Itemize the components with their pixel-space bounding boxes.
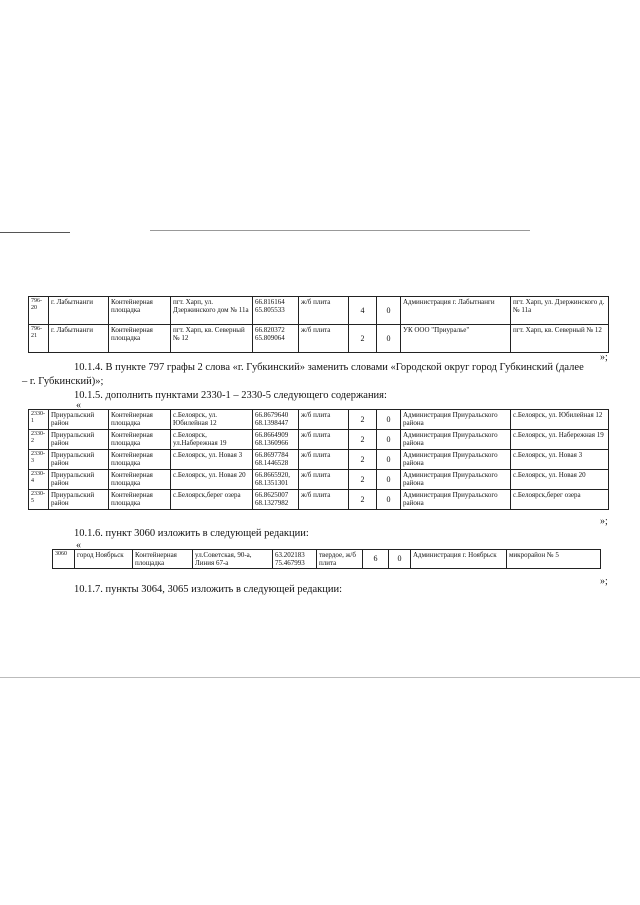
table-cell: город Ноябрьск	[75, 550, 133, 569]
table-cell: Приуральский район	[49, 450, 109, 470]
table-cell: 3060	[53, 550, 75, 569]
table-2	[28, 409, 609, 510]
table-3	[52, 549, 601, 569]
paragraph-10-1-6: 10.1.6. пункт 3060 изложить в следующей редакции:	[74, 528, 309, 539]
quote-close-3: »;	[600, 576, 608, 587]
table-cell: 0	[377, 490, 401, 510]
table-cell: 66.8665920, 68.1351301	[253, 470, 299, 490]
table-cell: Администрация Приуральского района	[401, 490, 511, 510]
scan-line-bottom	[0, 677, 640, 678]
table-cell: 66.8625007 68.1327982	[253, 490, 299, 510]
table-cell: 2330- 1	[29, 410, 49, 430]
table-cell: пгт. Харп, ул. Дзержинского дом № 11а	[171, 297, 253, 325]
table-cell: с.Белоярск, ул. Новая 3	[511, 450, 609, 470]
table-cell: 0	[377, 450, 401, 470]
table-cell: УК ООО "Приуралье"	[401, 325, 511, 353]
table-cell: г. Лабытнанги	[49, 297, 109, 325]
table-cell: Контейнерная площадка	[133, 550, 193, 569]
quote-close-1: »;	[600, 352, 608, 363]
table-cell: пгт. Харп, кв. Северный № 12	[171, 325, 253, 353]
table-row	[29, 410, 609, 430]
table-cell: 66.816164 65.805533	[253, 297, 299, 325]
table-cell: 4	[349, 297, 377, 325]
table-cell: с.Белоярск, ул. Новая 20	[511, 470, 609, 490]
table-cell: 2330- 2	[29, 430, 49, 450]
table-cell: 0	[377, 470, 401, 490]
table-cell: ж/б плита	[299, 410, 349, 430]
table-cell: ж/б плита	[299, 297, 349, 325]
table-cell: Администрация Приуральского района	[401, 430, 511, 450]
table-cell: Контейнерная площадка	[109, 297, 171, 325]
table-cell: Администрация Приуральского района	[401, 450, 511, 470]
paragraph-10-1-4: 10.1.4. В пункте 797 графы 2 слова «г. Губкинский» заменить словами «Городской округ город Губкинский (далее	[74, 362, 584, 373]
table-cell: 0	[389, 550, 411, 569]
table-cell: 796- 20	[29, 297, 49, 325]
table-cell: 2	[349, 325, 377, 353]
table-cell: Контейнерная площадка	[109, 430, 171, 450]
table-cell: 796- 21	[29, 325, 49, 353]
paragraph-10-1-4-cont: – г. Губкинский)»;	[22, 376, 104, 387]
paragraph-10-1-5: 10.1.5. дополнить пунктами 2330-1 – 2330-5 следующего содержания:	[74, 390, 387, 401]
table-cell: 2	[349, 410, 377, 430]
table-cell: с.Белоярск, ул. Юбилейная 12	[171, 410, 253, 430]
table-cell: ж/б плита	[299, 325, 349, 353]
table-cell: 0	[377, 297, 401, 325]
table-cell: 2	[349, 450, 377, 470]
scan-line-mid	[150, 230, 530, 231]
table-cell: Приуральский район	[49, 490, 109, 510]
table-cell: Приуральский район	[49, 410, 109, 430]
table-cell: с.Белоярск,берег озера	[171, 490, 253, 510]
table-cell: Контейнерная площадка	[109, 470, 171, 490]
table-cell: пгт. Харп, ул. Дзержинского д. № 11а	[511, 297, 609, 325]
table-cell: 2	[349, 490, 377, 510]
quote-open-3: «	[76, 540, 81, 551]
table-cell: с.Белоярск, ул. Новая 3	[171, 450, 253, 470]
table-cell: Администрация Приуральского района	[401, 410, 511, 430]
table-cell: с.Белоярск, ул. Набережная 19	[511, 430, 609, 450]
table-row	[29, 490, 609, 510]
table-cell: ж/б плита	[299, 430, 349, 450]
table-row	[29, 297, 609, 325]
table-cell: пгт. Харп, кв. Северный № 12	[511, 325, 609, 353]
table-cell: 0	[377, 325, 401, 353]
table-row	[29, 430, 609, 450]
table-cell: г. Лабытнанги	[49, 325, 109, 353]
table-cell: твердое, ж/б плита	[317, 550, 363, 569]
table-cell: 6	[363, 550, 389, 569]
table-cell: с.Белоярск, ул. Юбилейная 12	[511, 410, 609, 430]
table-cell: с.Белоярск, ул. Новая 20	[171, 470, 253, 490]
table-cell: ж/б плита	[299, 490, 349, 510]
table-cell: Контейнерная площадка	[109, 490, 171, 510]
table-cell: 66.8664909 68.1360966	[253, 430, 299, 450]
quote-open-2: «	[76, 400, 81, 411]
table-cell: Контейнерная площадка	[109, 450, 171, 470]
table-cell: ж/б плита	[299, 450, 349, 470]
table-cell: Администрация г. Лабытнанги	[401, 297, 511, 325]
paragraph-10-1-7: 10.1.7. пункты 3064, 3065 изложить в следующей редакции:	[74, 584, 343, 595]
table-cell: 63.202183 75.467993	[273, 550, 317, 569]
table-cell: 2	[349, 430, 377, 450]
table-cell: 2330- 5	[29, 490, 49, 510]
table-cell: с.Белоярск, ул.Набережная 19	[171, 430, 253, 450]
table-cell: Контейнерная площадка	[109, 410, 171, 430]
table-cell: 2	[349, 470, 377, 490]
table-cell: 2330- 3	[29, 450, 49, 470]
quote-close-2: »;	[600, 516, 608, 527]
table-cell: 2330- 4	[29, 470, 49, 490]
table-cell: 66.8697784 68.1446528	[253, 450, 299, 470]
table-cell: Приуральский район	[49, 470, 109, 490]
table-cell: Администрация Приуральского района	[401, 470, 511, 490]
table-1	[28, 296, 609, 353]
scan-line-left	[0, 232, 70, 233]
table-cell: микрорайон № 5	[507, 550, 601, 569]
table-row	[29, 450, 609, 470]
table-row	[29, 325, 609, 353]
table-cell: 0	[377, 410, 401, 430]
table-cell: 0	[377, 430, 401, 450]
table-cell: 66.8679640 68.1398447	[253, 410, 299, 430]
table-cell: с.Белоярск,берег озера	[511, 490, 609, 510]
table-cell: 66.820372 65.809064	[253, 325, 299, 353]
table-row	[53, 550, 601, 569]
table-cell: Администрация г. Ноябрьск	[411, 550, 507, 569]
table-row	[29, 470, 609, 490]
table-cell: ул.Советская, 90-а, Линия 67-а	[193, 550, 273, 569]
table-cell: Приуральский район	[49, 430, 109, 450]
table-cell: ж/б плита	[299, 470, 349, 490]
table-cell: Контейнерная площадка	[109, 325, 171, 353]
